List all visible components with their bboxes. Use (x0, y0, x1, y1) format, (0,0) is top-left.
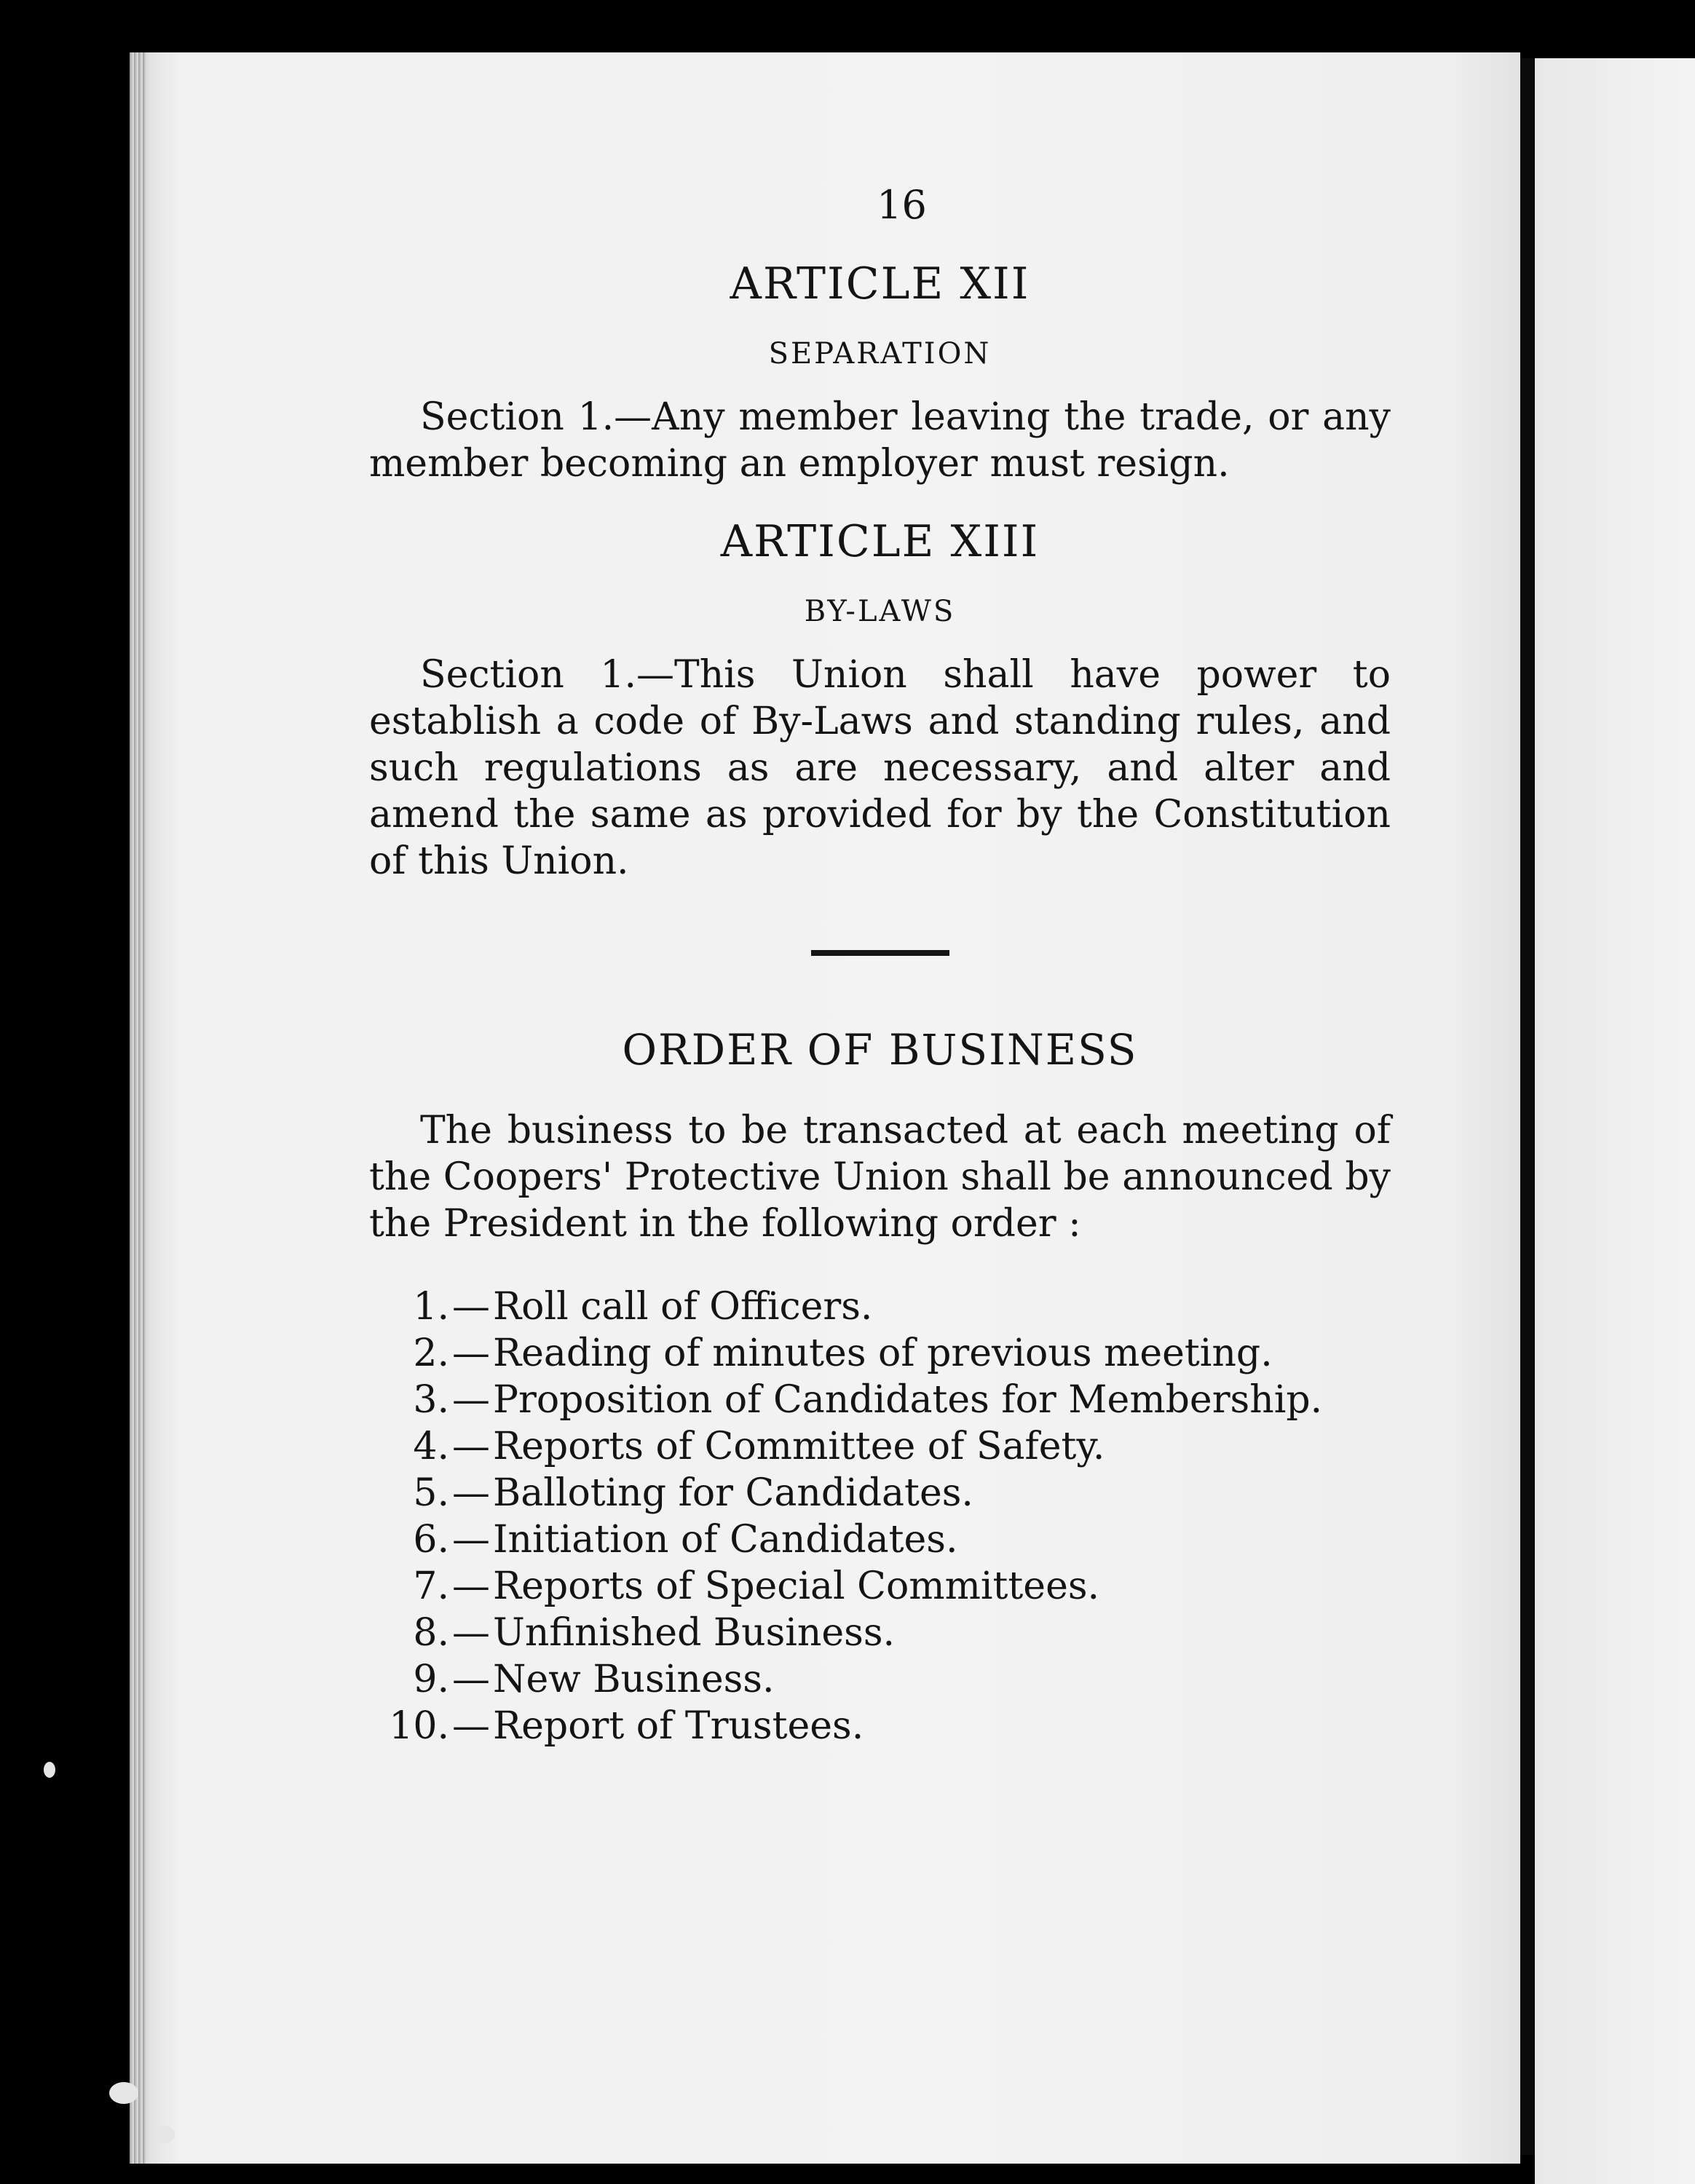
article-xii-section: Section 1.—Any member leaving the trade, or any member becoming an employer must resign. (369, 395, 1391, 486)
item-text: Reading of minutes of previous meeting. (493, 1332, 1273, 1375)
article-xii-subhead: SEPARATION (768, 337, 992, 371)
item-number: 1. (413, 1285, 449, 1329)
item-dash: — (452, 1704, 490, 1748)
page-number: 16 (877, 182, 927, 228)
item-text: Reports of Special Committees. (493, 1564, 1100, 1608)
section-divider (811, 950, 949, 956)
facing-page (1535, 58, 1695, 2184)
list-item (369, 1330, 1391, 1377)
item-dash: — (452, 1378, 490, 1422)
article-xii-title: ARTICLE XII (730, 258, 1030, 309)
item-number: 7. (413, 1564, 449, 1608)
order-of-business-title: ORDER OF BUSINESS (622, 1025, 1138, 1075)
item-dash: — (452, 1285, 490, 1329)
item-text: Proposition of Candidates for Membership. (493, 1378, 1323, 1422)
article-xiii-title: ARTICLE XIII (720, 516, 1040, 567)
list-item (369, 1377, 1391, 1423)
item-number: 3. (413, 1378, 449, 1422)
list-item (369, 1283, 1391, 1330)
item-number: 6. (413, 1518, 449, 1562)
list-item (369, 1610, 1391, 1656)
item-dash: — (452, 1425, 490, 1468)
item-text: Reports of Committee of Safety. (493, 1425, 1105, 1468)
item-text: Balloting for Candidates. (493, 1471, 973, 1515)
item-number: 8. (413, 1611, 449, 1655)
item-dash: — (452, 1611, 490, 1655)
list-item (369, 1423, 1391, 1470)
list-item (369, 1470, 1391, 1516)
article-xiii-subhead: BY-LAWS (804, 595, 956, 628)
list-item (369, 1563, 1391, 1610)
item-number: 9. (413, 1658, 449, 1701)
order-of-business-list (369, 1283, 1391, 1749)
item-dash: — (452, 1518, 490, 1562)
order-of-business-intro: The business to be transacted at each meeting of the Coopers' Protective Union shall be announced by the President in the following order : (369, 1109, 1391, 1246)
list-item (369, 1703, 1391, 1749)
page-content (369, 182, 1391, 1749)
paper-speck (109, 2082, 138, 2104)
item-number: 5. (413, 1471, 449, 1515)
item-text: Report of Trustees. (493, 1704, 864, 1748)
article-xiii-section: Section 1.—This Union shall have power to establish a code of By-Laws and standing rules, and such regulations as are necessary, and alter and amend the same as provided for by the Constitution of this Union. (369, 653, 1391, 883)
item-text: Roll call of Officers. (493, 1285, 873, 1329)
item-number: 10. (389, 1704, 449, 1748)
item-dash: — (452, 1564, 490, 1608)
item-text: Initiation of Candidates. (493, 1518, 958, 1562)
item-text: New Business. (493, 1658, 775, 1701)
page-edge (130, 52, 146, 2164)
list-item (369, 1656, 1391, 1703)
item-dash: — (452, 1471, 490, 1515)
item-number: 2. (413, 1332, 449, 1375)
item-number: 4. (413, 1425, 449, 1468)
book-gutter (1520, 58, 1535, 2155)
paper-speck (44, 1762, 55, 1778)
item-dash: — (452, 1332, 490, 1375)
item-text: Unfinished Business. (493, 1611, 896, 1655)
paper-speck (153, 2126, 175, 2143)
list-item (369, 1516, 1391, 1563)
item-dash: — (452, 1658, 490, 1701)
